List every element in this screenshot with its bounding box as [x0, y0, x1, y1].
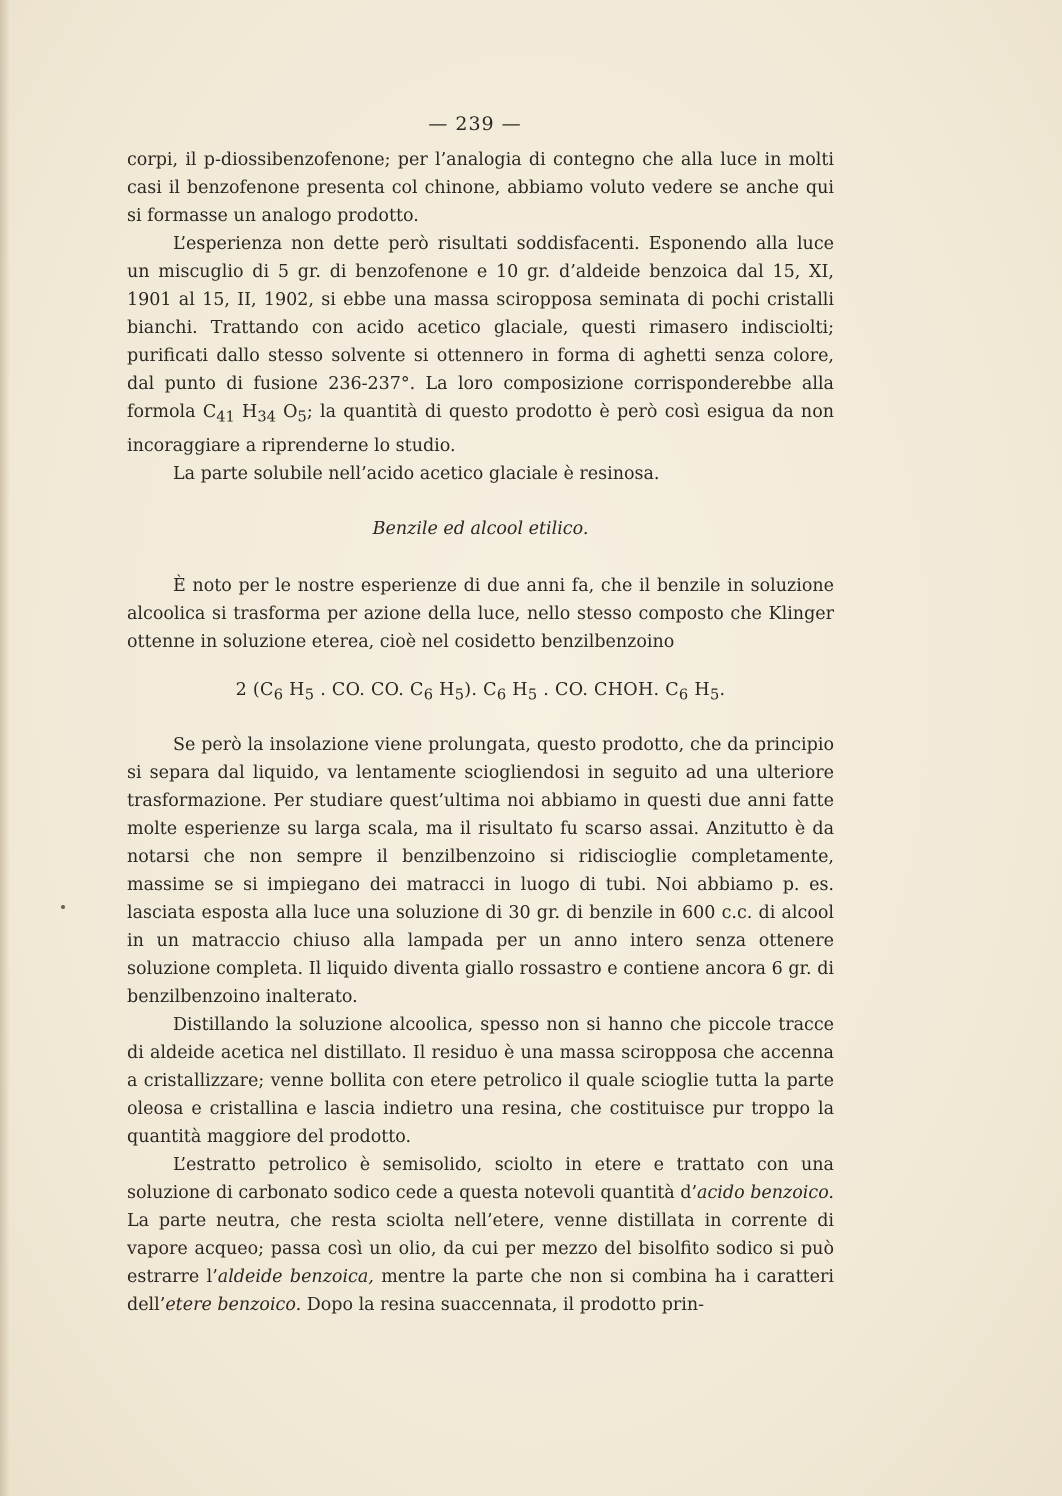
formula-c: C — [202, 402, 217, 422]
formula-sub: 5 — [709, 686, 720, 703]
section-heading: Benzile ed alcool etilico. — [372, 518, 589, 539]
paragraph-7-text: L’estratto petrolico è semisolido, sciolto in etere e trattato con una soluzione di carbonato sodico cede a questa notevoli quantità d’ — [127, 1155, 834, 1203]
formula-sub: 6 — [678, 686, 689, 703]
paragraph-5: Se però la insolazione viene prolungata, questo prodotto, che da principio si separa dal liquido, va lentamente sciogliendosi in seguito ad una ulteriore trasformazione. Per studiare quest’ultima noi abbiamo in questi due anni fatte molte esperienze su larga scala, ma il risultato fu scarso assai. Anzitutto è da notarsi che non sempre il benzilbenzoino si ridiscioglie completamente, massime se si impiegano dei matracci in luogo di tubi. Noi abbiamo p. es. lasciata esposta alla luce una soluzione di 30 gr. di benzile in 600 c.c. di alcool in un matraccio chiuso alla lampada per un anno intero senza ottenere soluzione completa. Il liquido diventa giallo rossastro e contiene ancora 6 gr. di benzilbenzoino inalterato. — [127, 735, 834, 1007]
margin-dot-mark — [61, 905, 65, 909]
formula-sub: 6 — [423, 686, 434, 703]
formula-h: H — [234, 402, 258, 422]
formula-c-sub: 41 — [216, 408, 235, 426]
formula-sub: 6 — [273, 686, 284, 703]
chemical-formula — [127, 676, 834, 710]
formula-part: H — [283, 679, 305, 700]
paragraph-7-text: Dopo la resina suaccennata, il prodotto prin- — [301, 1295, 705, 1315]
paragraph-1: corpi, il p-diossibenzofenone; per l’analogia di contegno che alla luce in molti casi il benzofenone presenta col chinone, abbiamo voluto vedere se anche qui si formasse un analogo prodotto. — [127, 150, 834, 226]
formula-part: H — [688, 679, 710, 700]
formula-part: . CO. CHOH. C — [537, 679, 679, 700]
formula-o: O — [275, 402, 298, 422]
body-text — [127, 146, 834, 1319]
formula-sub: 5 — [527, 686, 538, 703]
formula-part: ). C — [464, 679, 497, 700]
formula-o-sub: 5 — [297, 408, 307, 426]
formula-sub: 6 — [496, 686, 507, 703]
paragraph-2-text-a: L’esperienza non dette però risultati soddisfacenti. Esponendo alla luce un miscuglio di 5 gr. di benzofenone e 10 gr. d’aldeide benzoica dal 15, XI, 1901 al 15, II, 1902, si ebbe una massa sciropposa seminata di pochi cristalli bianchi. Trattando con acido acetico glaciale, questi rimasero indisciolti; purificati dallo stesso solvente si ottennero in forma di aghetti senza colore, dal punto di fusione 236-237°. La loro composizione corrisponderebbe alla formola — [127, 234, 834, 422]
formula-part: . CO. CO. C — [314, 679, 424, 700]
formula-part: 2 (C — [235, 679, 274, 700]
formula-part: . — [719, 679, 726, 700]
paragraph-3: La parte solubile nell’acido acetico glaciale è resinosa. — [173, 463, 660, 484]
paragraph-6: Distillando la soluzione alcoolica, spesso non si hanno che piccole tracce di aldeide acetica nel distillato. Il residuo è una massa sciropposa che accenna a cristallizzare; venne bollita con etere petrolico il quale scioglie tutta la parte oleosa e cristallina e lascia indietro una resina, che costituisce pur troppo la quantità maggiore del prodotto. — [127, 1015, 834, 1147]
page-number: — 239 — — [428, 113, 522, 135]
page-edge-shadow — [0, 0, 10, 1496]
formula-part: H — [506, 679, 528, 700]
formula-sub: 5 — [304, 686, 315, 703]
italic-term-etere-benzoico: etere benzoico. — [165, 1295, 302, 1315]
paragraph-2 — [127, 230, 834, 460]
italic-term-aldeide-benzoica: aldeide benzoica, — [217, 1267, 374, 1287]
formula-part: H — [433, 679, 455, 700]
italic-term-acido-benzoico: acido benzoico. — [697, 1183, 834, 1203]
paragraph-7 — [127, 1151, 834, 1319]
formula-h-sub: 34 — [257, 408, 276, 426]
paragraph-4: È noto per le nostre esperienze di due anni fa, che il benzile in soluzione alcoolica si trasforma per azione della luce, nello stesso composto che Klinger ottenne in soluzione eterea, cioè nel cosidetto benzilbenzoino — [127, 575, 834, 652]
paragraph-7-text: mentre la parte che non si combina ha i caratteri dell’ — [127, 1267, 834, 1315]
paragraph-2-text-b: ; la quantità di questo prodotto è però così esigua da non incoraggiare a riprenderne lo studio. — [127, 402, 835, 456]
paragraph-7-text: La parte neutra, che resta sciolta nell’etere, venne distillata in corrente di vapore acqueo; passa così un olio, da cui per mezzo del bisolfito sodico si può estrarre l’ — [127, 1211, 834, 1287]
formula-sub: 5 — [454, 686, 465, 703]
